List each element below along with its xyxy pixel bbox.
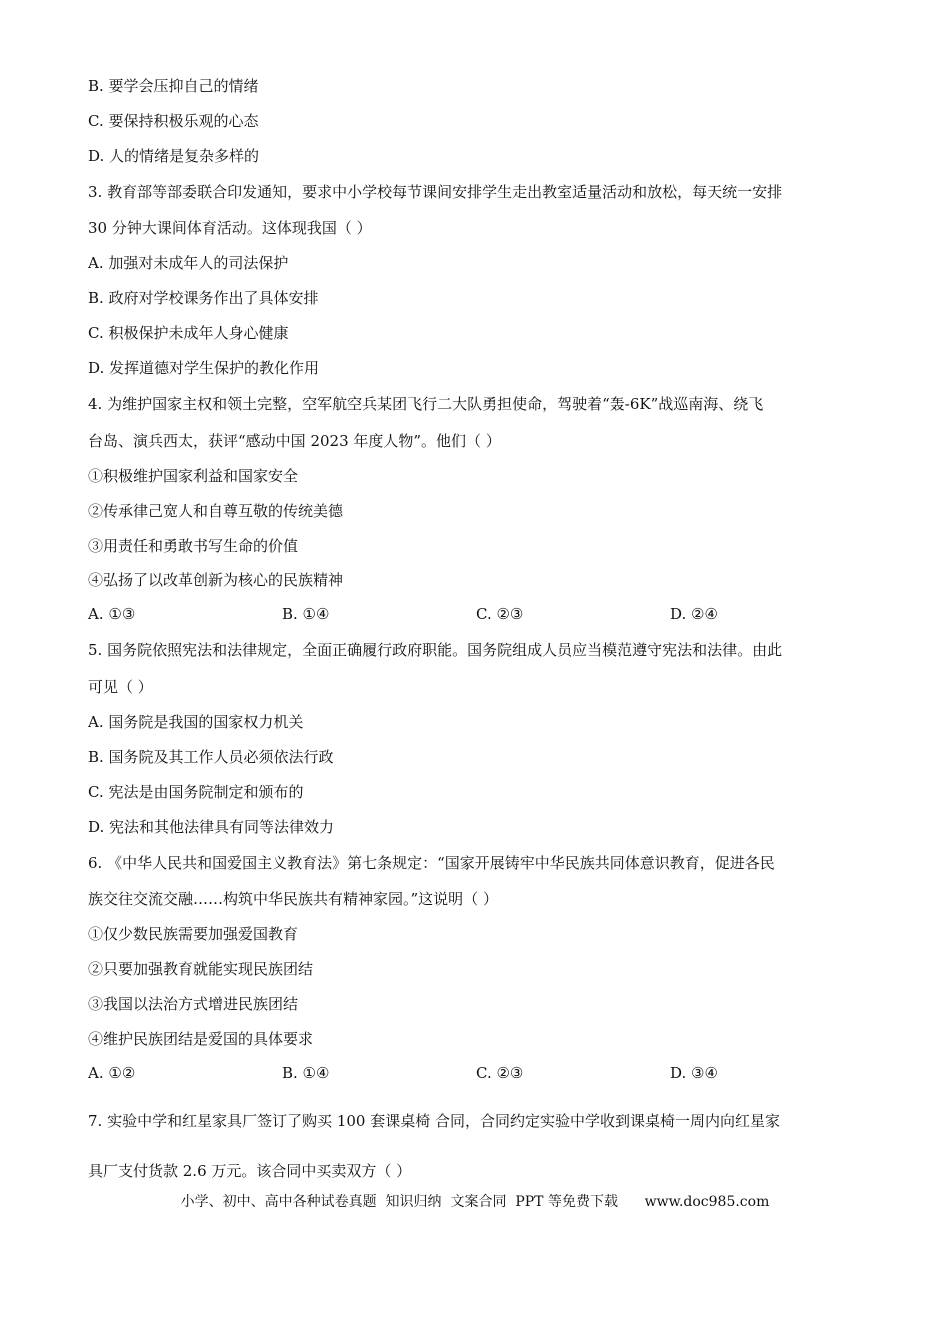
q6-options — [88, 1063, 868, 1083]
q3-option-b: B. 政府对学校课务作出了具体安排 — [88, 289, 319, 307]
q5-option-c: C. 宪法是由国务院制定和颁布的 — [88, 783, 304, 801]
q6-option-c: C. ②③ — [476, 1064, 524, 1082]
q2-option-b: B. 要学会压抑自己的情绪 — [88, 77, 259, 95]
q6-statement-2: ②只要加强教育就能实现民族团结 — [88, 960, 314, 978]
q7-stem-line1: 7. 实验中学和红星家具厂签订了购买 100 套课桌椅 合同，合同约定实验中学收到课桌椅一周内向红星家 — [88, 1112, 781, 1130]
q7-stem-line2: 具厂支付货款 2.6 万元。该合同中买卖双方（ ） — [88, 1162, 412, 1180]
page-footer: 小学、初中、高中各种试卷真题 知识归纳 文案合同 PPT 等免费下载 www.doc985.com — [180, 1194, 770, 1210]
q4-option-c: C. ②③ — [476, 605, 524, 623]
q3-option-c: C. 积极保护未成年人身心健康 — [88, 324, 289, 342]
q4-stem-line2: 台岛、演兵西太，获评“感动中国 2023 年度人物”。他们（ ） — [88, 432, 501, 450]
q6-option-d: D. ③④ — [670, 1064, 718, 1082]
q5-option-d: D. 宪法和其他法律具有同等法律效力 — [88, 818, 335, 836]
q6-stem-line1: 6. 《中华人民共和国爱国主义教育法》第七条规定：“国家开展铸牢中华民族共同体意识教育，促进各民 — [88, 854, 775, 872]
q5-option-b: B. 国务院及其工作人员必须依法行政 — [88, 748, 334, 766]
q4-statement-4: ④弘扬了以改革创新为核心的民族精神 — [88, 571, 344, 589]
q2-option-d: D. 人的情绪是复杂多样的 — [88, 147, 260, 165]
q4-option-d: D. ②④ — [670, 605, 718, 623]
q6-statement-4: ④维护民族团结是爱国的具体要求 — [88, 1030, 314, 1048]
q3-stem-line2: 30 分钟大课间体育活动。这体现我国（ ） — [88, 219, 372, 237]
q4-option-a: A. ①③ — [88, 605, 136, 623]
q3-stem-line1: 3. 教育部等部委联合印发通知，要求中小学校每节课间安排学生走出教室适量活动和放松，每天统一安排 — [88, 183, 783, 201]
q3-option-a: A. 加强对未成年人的司法保护 — [88, 254, 289, 272]
q6-statement-3: ③我国以法治方式增进民族团结 — [88, 995, 299, 1013]
q4-options — [88, 604, 868, 624]
q4-statement-3: ③用责任和勇敢书写生命的价值 — [88, 537, 299, 555]
q4-stem-line1: 4. 为维护国家主权和领土完整，空军航空兵某团飞行二大队勇担使命，驾驶着“轰-6K”战巡南海、绕飞 — [88, 395, 764, 413]
q6-statement-1: ①仅少数民族需要加强爱国教育 — [88, 925, 299, 943]
q5-stem-line1: 5. 国务院依照宪法和法律规定，全面正确履行政府职能。国务院组成人员应当模范遵守宪法和法律。由此 — [88, 641, 783, 659]
q3-option-d: D. 发挥道德对学生保护的教化作用 — [88, 359, 320, 377]
q5-option-a: A. 国务院是我国的国家权力机关 — [88, 713, 304, 731]
q6-option-a: A. ①② — [88, 1064, 136, 1082]
q4-statement-2: ②传承律己宽人和自尊互敬的传统美德 — [88, 502, 344, 520]
q4-option-b: B. ①④ — [282, 605, 330, 623]
q6-stem-line2: 族交往交流交融……构筑中华民族共有精神家园。”这说明（ ） — [88, 890, 498, 908]
q6-option-b: B. ①④ — [282, 1064, 330, 1082]
q4-statement-1: ①积极维护国家利益和国家安全 — [88, 467, 299, 485]
q2-option-c: C. 要保持积极乐观的心态 — [88, 112, 259, 130]
q5-stem-line2: 可见（ ） — [88, 678, 153, 696]
